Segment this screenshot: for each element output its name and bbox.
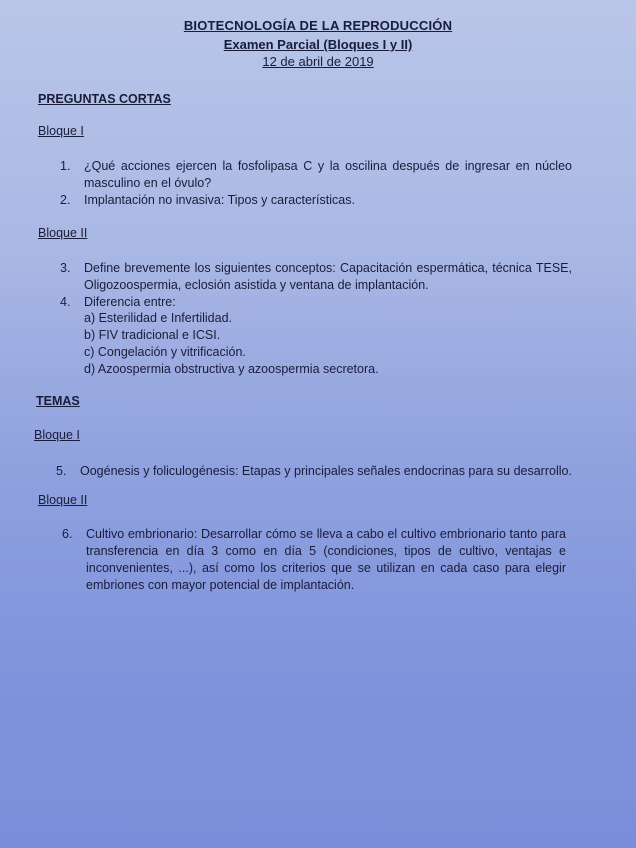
- question-text: transferencia en día 3 como en día 5 (condiciones, tipos de cultivo, ventajas e: [86, 544, 566, 558]
- question-text: masculino en el óvulo?: [84, 176, 212, 190]
- list-item: d) Azoospermia obstructiva y azoospermia secretora.: [84, 362, 379, 376]
- list-item: c) Congelación y vitrificación.: [84, 345, 246, 359]
- document-title: BIOTECNOLOGÍA DE LA REPRODUCCIÓN: [183, 18, 453, 33]
- list-item: a) Esterilidad e Infertilidad.: [84, 311, 232, 325]
- list-item: b) FIV tradicional e ICSI.: [84, 328, 221, 342]
- question-text: ¿Qué acciones ejercen la fosfolipasa C y la oscilina después de ingresar en núcleo: [84, 159, 572, 173]
- bloque-label: Bloque II: [38, 493, 88, 507]
- bloque-label: Bloque II: [38, 226, 88, 240]
- question-text: Cultivo embrionario: Desarrollar cómo se lleva a cabo el cultivo embrionario tanto para: [86, 527, 566, 541]
- section-heading-temas: TEMAS: [36, 394, 80, 408]
- question-text: Implantación no invasiva: Tipos y características.: [84, 193, 355, 207]
- question-number: 3.: [60, 261, 71, 275]
- question-number: 1.: [60, 159, 71, 173]
- question-text: Oogénesis y foliculogénesis: Etapas y principales señales endocrinas para su desarrollo.: [80, 464, 572, 478]
- question-text: embriones con mayor potencial de implantación.: [86, 578, 355, 592]
- section-heading-preguntas: PREGUNTAS CORTAS: [38, 92, 171, 106]
- exam-date: 12 de abril de 2019: [262, 54, 374, 69]
- question-number: 2.: [60, 193, 71, 207]
- question-text: inconvenientes, ...), así como los criterios que se utilizan en cada caso para elegir: [86, 561, 566, 575]
- question-text: Oligozoospermia, eclosión asistida y ventana de implantación.: [84, 278, 429, 292]
- bloque-label: Bloque I: [38, 124, 84, 138]
- exam-subtitle: Examen Parcial (Bloques I y II): [223, 37, 413, 52]
- question-number: 6.: [62, 527, 73, 541]
- bloque-label: Bloque I: [34, 428, 80, 442]
- question-number: 5.: [56, 464, 67, 478]
- question-number: 4.: [60, 295, 71, 309]
- question-text: Diferencia entre:: [84, 295, 176, 309]
- question-text: Define brevemente los siguientes conceptos: Capacitación espermática, técnica TESE,: [84, 261, 572, 275]
